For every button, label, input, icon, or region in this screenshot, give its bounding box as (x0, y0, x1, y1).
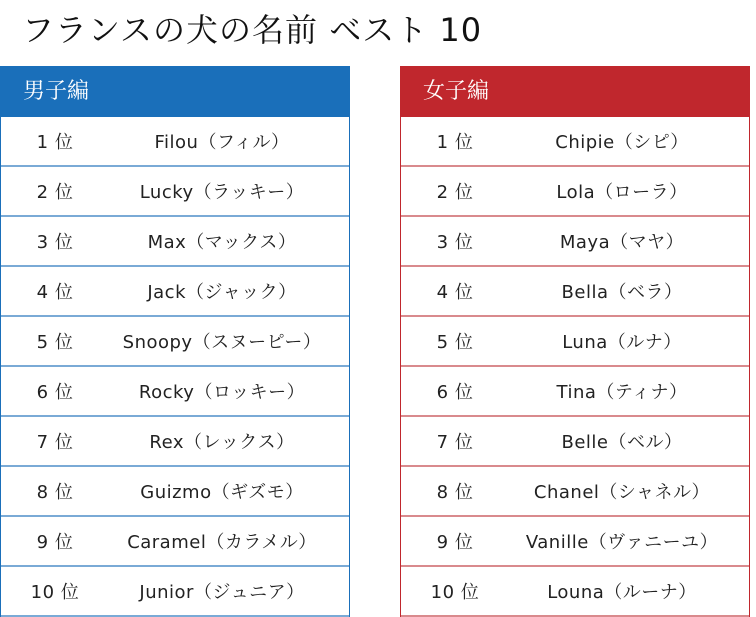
dog-name: Rex（レックス） (149, 432, 295, 453)
rank-label: 5 位 (36, 332, 74, 353)
rank-label: 1 位 (36, 132, 74, 153)
rank-label: 8 位 (436, 482, 474, 503)
ranking-row (401, 117, 749, 167)
dog-name: Junior（ジュニア） (139, 582, 305, 603)
ranking-row (401, 517, 749, 567)
ranking-row (401, 167, 749, 217)
ranking-row (1, 417, 349, 467)
ranking-row (1, 567, 349, 617)
dog-name: Rocky（ロッキー） (138, 382, 306, 403)
rank-label: 7 位 (436, 432, 474, 453)
rank-label: 2 位 (36, 182, 74, 203)
rank-label: 3 位 (36, 232, 74, 253)
dog-name: Guizmo（ギズモ） (140, 482, 304, 503)
dog-name: Chipie（シピ） (555, 132, 689, 153)
ranking-row (401, 467, 749, 517)
rank-label: 10 位 (30, 582, 80, 603)
dog-name: Maya（マヤ） (559, 232, 685, 253)
rank-label: 6 位 (36, 382, 74, 403)
boys-row-list (1, 117, 349, 617)
dog-name: Tina（ティナ） (556, 382, 688, 403)
girls-row-list (401, 117, 749, 617)
dog-name: Vanille（ヴァニーユ） (525, 532, 719, 553)
rank-label: 9 位 (36, 532, 74, 553)
dog-name: Chanel（シャネル） (533, 482, 711, 503)
page-title: フランスの犬の名前 ベスト 10 (22, 11, 483, 49)
ranking-row (401, 267, 749, 317)
dog-name: Lucky（ラッキー） (139, 182, 305, 203)
ranking-row (1, 367, 349, 417)
dog-name: Caramel（カラメル） (127, 532, 317, 553)
dog-name: Filou（フィル） (154, 132, 290, 153)
rank-label: 5 位 (436, 332, 474, 353)
rank-label: 1 位 (436, 132, 474, 153)
rank-label: 4 位 (436, 282, 474, 303)
rank-label: 6 位 (436, 382, 474, 403)
rank-label: 8 位 (36, 482, 74, 503)
ranking-row (401, 417, 749, 467)
rank-label: 2 位 (436, 182, 474, 203)
ranking-row (1, 317, 349, 367)
ranking-row (1, 267, 349, 317)
dog-name: Louna（ルーナ） (547, 582, 697, 603)
rank-label: 3 位 (436, 232, 474, 253)
rank-label: 10 位 (430, 582, 480, 603)
dog-name: Jack（ジャック） (147, 282, 297, 303)
ranking-row (1, 517, 349, 567)
ranking-row (1, 467, 349, 517)
dog-name: Luna（ルナ） (562, 332, 682, 353)
rank-label: 4 位 (36, 282, 74, 303)
ranking-row (401, 217, 749, 267)
rank-label: 7 位 (36, 432, 74, 453)
ranking-row (401, 567, 749, 617)
ranking-row (401, 367, 749, 417)
dog-name: Bella（ベラ） (561, 282, 683, 303)
boys-ranking-table (0, 66, 350, 617)
girls-table-header: 女子編 (401, 67, 749, 117)
ranking-row (1, 217, 349, 267)
ranking-row (401, 317, 749, 367)
girls-ranking-table (400, 66, 750, 617)
dog-name: Snoopy（スヌーピー） (122, 332, 322, 353)
ranking-row (1, 167, 349, 217)
dog-name: Max（マックス） (147, 232, 297, 253)
dog-name: Lola（ローラ） (556, 182, 688, 203)
dog-name: Belle（ベル） (561, 432, 683, 453)
ranking-row (1, 117, 349, 167)
rank-label: 9 位 (436, 532, 474, 553)
boys-table-header: 男子編 (1, 67, 349, 117)
